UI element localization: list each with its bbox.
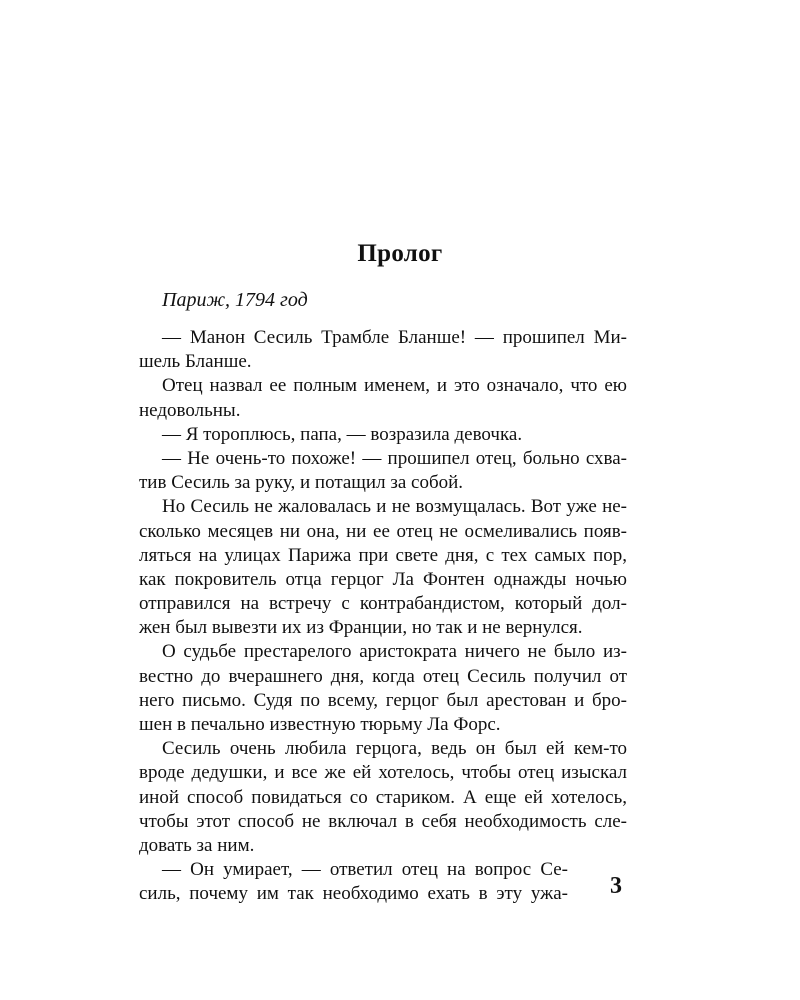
text-line: шен в печально известную тюрьму Ла Форс.	[139, 714, 501, 735]
text-line: жен был вывезти их из Франции, но так и не вернулся.	[139, 617, 583, 639]
chapter-title: Пролог	[357, 240, 443, 267]
text-line: Но Сесиль не жаловалась и не возмущалась. Вот уже не-	[162, 496, 627, 518]
text-line: него письмо. Судя по всему, герцог был арестован и бро-	[139, 689, 627, 711]
text-line: отправился на встречу с контрабандистом, который дол-	[139, 593, 627, 615]
text-line: вроде дедушки, и все же ей хотелось, чтобы отец изыскал	[139, 762, 627, 784]
text-line: — Я тороплюсь, папа, — возразила девочка.	[162, 423, 523, 445]
page-number: 3	[610, 873, 622, 899]
text-line: недовольны.	[139, 399, 241, 421]
text-line: силь, почему им так необходимо ехать в эту ужа-	[139, 883, 568, 905]
text-line: довать за ним.	[139, 834, 255, 856]
text-line: ляться на улицах Парижа при свете дня, с тех самых пор,	[139, 544, 627, 566]
text-line: сколько месяцев ни она, ни ее отец не осмеливались появ-	[139, 520, 627, 542]
text-line: — Не очень-то похоже! — прошипел отец, больно схва-	[162, 447, 627, 469]
text-line: как покровитель отца герцог Ла Фонтен однажды ночью	[139, 568, 627, 590]
text-line: — Манон Сесиль Трамбле Бланше! — прошипел Ми-	[162, 327, 627, 348]
body-text	[139, 326, 627, 907]
text-line: Отец назвал ее полным именем, и это означало, что ею	[162, 375, 627, 397]
text-line: вестно до вчерашнего дня, когда отец Сесиль получил от	[139, 665, 627, 687]
text-line: шель Бланше.	[139, 351, 252, 373]
text-line: тив Сесиль за руку, и потащил за собой.	[139, 472, 464, 494]
text-line: Сесиль очень любила герцога, ведь он был ей кем-то	[162, 738, 627, 760]
chapter-setting: Париж, 1794 год	[162, 289, 308, 311]
text-line: чтобы этот способ не включал в себя необходимость сле-	[139, 810, 627, 832]
text-line: — Он умирает, — ответил отец на вопрос Се-	[162, 859, 568, 881]
text-line: иной способ повидаться со стариком. А еще ей хотелось,	[139, 786, 627, 808]
text-line: О судьбе престарелого аристократа ничего не было из-	[162, 641, 627, 663]
